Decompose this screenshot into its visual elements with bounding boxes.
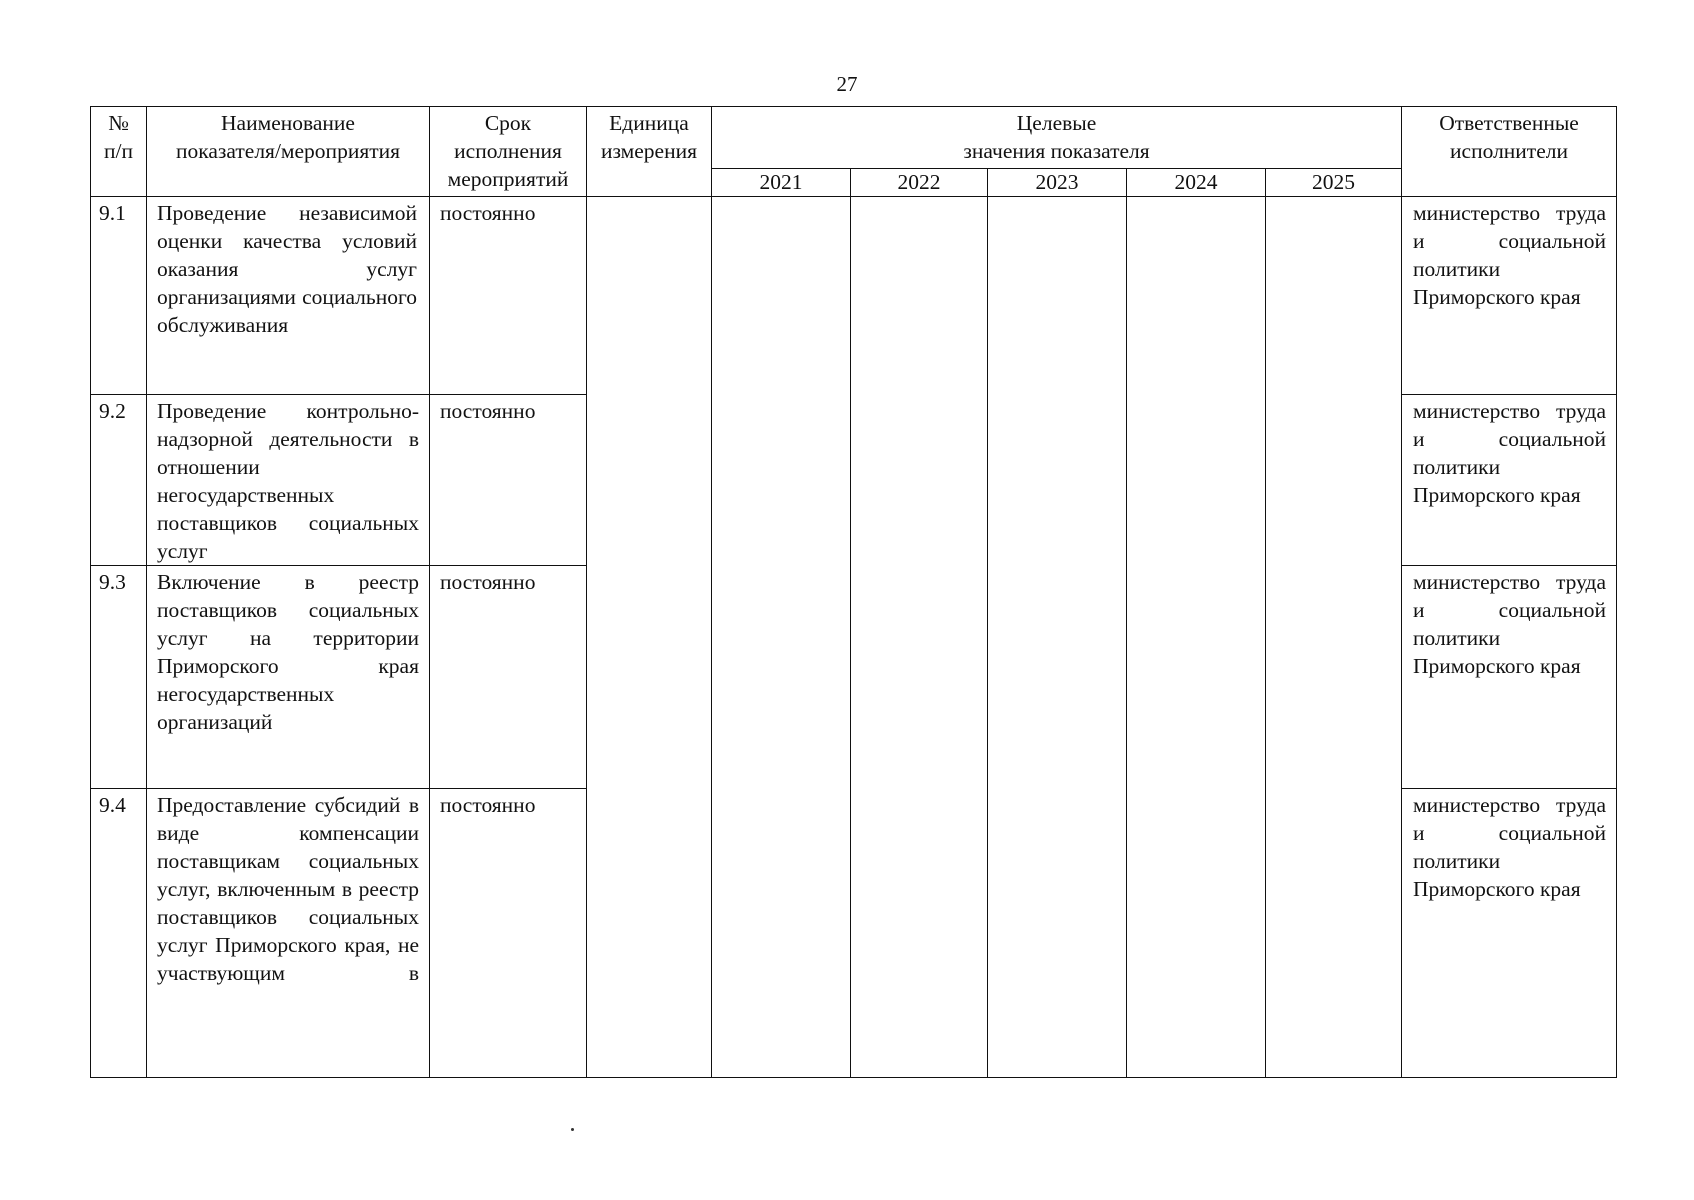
row-term: постоянно <box>430 395 587 566</box>
year-2025: 2025 <box>1266 169 1402 197</box>
header-term-label: Срок исполнения мероприятий <box>447 111 569 191</box>
row-responsible-cell <box>1402 789 1617 1078</box>
value-2021-empty <box>712 197 851 1078</box>
row-responsible: министерство труда и социальной политики Приморского края <box>1413 570 1607 678</box>
row-name-cell <box>147 395 430 566</box>
row-name-cell <box>147 566 430 789</box>
row-num: 9.4 <box>91 789 147 1078</box>
table-row <box>91 197 1617 395</box>
year-2024: 2024 <box>1127 169 1266 197</box>
row-term: постоянно <box>430 566 587 789</box>
header-name-label: Наименование показателя/мероприятия <box>175 111 401 163</box>
value-2022-empty <box>851 197 988 1078</box>
value-2023-empty <box>988 197 1127 1078</box>
row-responsible: министерство труда и социальной политики Приморского края <box>1413 399 1607 507</box>
row-name-cell <box>147 197 430 395</box>
header-row <box>91 107 1617 169</box>
indicators-table <box>90 106 1617 1078</box>
row-num: 9.1 <box>91 197 147 395</box>
year-2023: 2023 <box>988 169 1127 197</box>
row-name: Включение в реестр поставщиков социальных услуг на территории Приморского края негосударственных организаций <box>157 570 419 734</box>
row-term: постоянно <box>430 789 587 1078</box>
header-term <box>430 107 587 197</box>
year-2022: 2022 <box>851 169 988 197</box>
header-target-label: Целевые значения показателя <box>963 111 1150 163</box>
row-responsible: министерство труда и социальной политики Приморского края <box>1413 793 1607 901</box>
row-num: 9.2 <box>91 395 147 566</box>
row-name: Предоставление субсидий в виде компенсации поставщикам социальных услуг, включенным в реестр поставщиков социальных услуг Приморского края, не участвующим в <box>157 793 419 985</box>
header-num <box>91 107 147 197</box>
row-num: 9.3 <box>91 566 147 789</box>
row-responsible-cell <box>1402 197 1617 395</box>
row-name: Проведение независимой оценки качества условий оказания услуг организациями социального обслуживания <box>157 201 417 337</box>
row-responsible-cell <box>1402 395 1617 566</box>
unit-cell-empty <box>587 197 712 1078</box>
header-num-label: № п/п <box>104 111 133 163</box>
row-term: постоянно <box>430 197 587 395</box>
row-responsible-cell <box>1402 566 1617 789</box>
row-name-cell <box>147 789 430 1078</box>
row-name: Проведение контрольно-надзорной деятельности в отношении негосударственных поставщиков социальных услуг <box>157 399 419 563</box>
row-responsible: министерство труда и социальной политики Приморского края <box>1413 201 1607 309</box>
scan-speck <box>571 1128 574 1131</box>
header-responsible-label: Ответственные исполнители <box>1439 111 1579 163</box>
value-2025-empty <box>1266 197 1402 1078</box>
page-number: 27 <box>836 72 858 96</box>
header-responsible <box>1402 107 1617 197</box>
header-unit-label: Единица измерения <box>600 111 698 163</box>
year-2021: 2021 <box>712 169 851 197</box>
header-unit <box>587 107 712 197</box>
value-2024-empty <box>1127 197 1266 1078</box>
header-target <box>712 107 1402 169</box>
header-name <box>147 107 430 197</box>
